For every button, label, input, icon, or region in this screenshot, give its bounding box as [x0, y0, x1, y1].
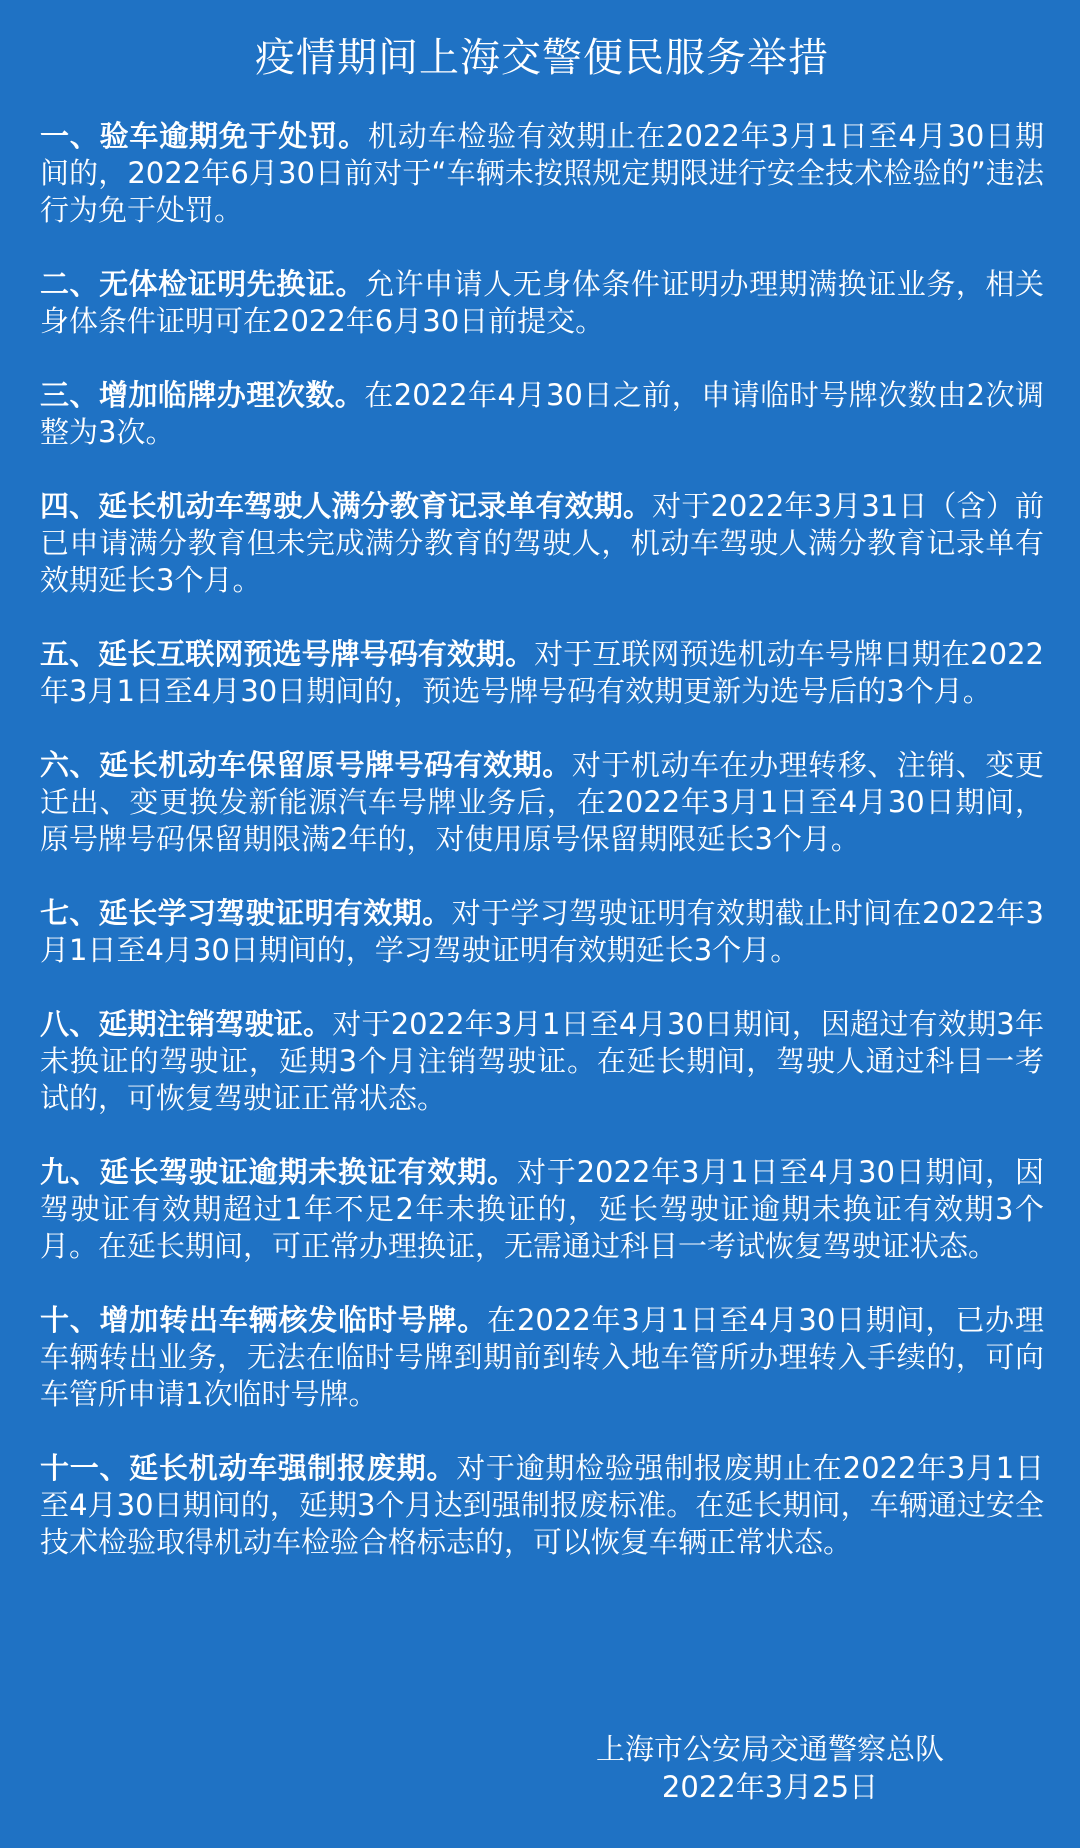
item-body: 对于互联网预选机动车号牌日期在2022年3月1日至4月30日期间的，预选号牌号码有效期更新为选号后的3个月。 [40, 637, 1044, 708]
page-title: 疫情期间上海交警便民服务举措 [255, 35, 829, 81]
item-heading: 一、验车逾期免于处罚。 [40, 119, 368, 153]
item-body: 在2022年3月1日至4月30日期间，已办理车辆转出业务，无法在临时号牌到期前到转入地车管所办理转入手续的，可向车管所申请1次临时号牌。 [40, 1303, 1044, 1411]
issuer-name: 上海市公安局交通警察总队 [595, 1732, 944, 1766]
item-body: 在2022年4月30日之前，申请临时号牌次数由2次调整为3次。 [40, 378, 1044, 449]
item-heading: 六、延长机动车保留原号牌号码有效期。 [40, 748, 572, 782]
list-item-11 [40, 1450, 1044, 1561]
item-heading: 七、延长学习驾驶证明有效期。 [40, 896, 452, 930]
item-body: 机动车检验有效期止在2022年3月1日至4月30日期间的，2022年6月30日前对于“车辆未按照规定期限进行安全技术检验的”违法行为免于处罚。 [40, 119, 1044, 227]
item-heading: 五、延长互联网预选号牌号码有效期。 [40, 637, 535, 671]
item-body: 对于2022年3月1日至4月30日期间，因驾驶证有效期超过1年不足2年未换证的，延长驾驶证逾期未换证有效期3个月。在延长期间，可正常办理换证，无需通过科目一考试恢复驾驶证状态。 [40, 1155, 1044, 1263]
list-item-7 [40, 895, 1044, 969]
list-item-4 [40, 488, 1044, 599]
item-body: 对于2022年3月1日至4月30日期间，因超过有效期3年未换证的驾驶证，延期3个月注销驾驶证。在延长期间，驾驶人通过科目一考试的，可恢复驾驶证正常状态。 [40, 1007, 1044, 1115]
list-item-2 [40, 266, 1044, 340]
list-item-9 [40, 1154, 1044, 1265]
list-item-3 [40, 377, 1044, 451]
item-heading: 十一、延长机动车强制报废期。 [40, 1451, 457, 1485]
item-heading: 二、无体检证明先换证。 [40, 267, 365, 301]
item-heading: 四、延长机动车驾驶人满分教育记录单有效期。 [40, 489, 653, 523]
item-heading: 三、增加临牌办理次数。 [40, 378, 365, 412]
list-item-8 [40, 1006, 1044, 1117]
item-heading: 九、延长驾驶证逾期未换证有效期。 [40, 1155, 517, 1189]
issue-date: 2022年3月25日 [661, 1770, 879, 1804]
list-item-1 [40, 118, 1044, 229]
signature-block [560, 1730, 980, 1806]
item-body: 对于2022年3月31日（含）前已申请满分教育但未完成满分教育的驾驶人，机动车驾驶人满分教育记录单有效期延长3个月。 [40, 489, 1044, 597]
list-item-10 [40, 1302, 1044, 1413]
list-item-6 [40, 747, 1044, 858]
item-body: 对于逾期检验强制报废期止在2022年3月1日至4月30日期间的，延期3个月达到强制报废标准。在延长期间，车辆通过安全技术检验取得机动车检验合格标志的，可以恢复车辆正常状态。 [40, 1451, 1044, 1559]
item-body: 对于机动车在办理转移、注销、变更迁出、变更换发新能源汽车号牌业务后，在2022年3月1日至4月30日期间，原号牌号码保留期限满2年的，对使用原号保留期限延长3个月。 [40, 748, 1044, 856]
list-item-5 [40, 636, 1044, 710]
item-heading: 十、增加转出车辆核发临时号牌。 [40, 1303, 488, 1337]
item-heading: 八、延期注销驾驶证。 [40, 1007, 333, 1041]
item-body: 允许申请人无身体条件证明办理期满换证业务，相关身体条件证明可在2022年6月30日前提交。 [40, 267, 1044, 338]
item-body: 对于学习驾驶证明有效期截止时间在2022年3月1日至4月30日期间的，学习驾驶证明有效期延长3个月。 [40, 896, 1044, 967]
